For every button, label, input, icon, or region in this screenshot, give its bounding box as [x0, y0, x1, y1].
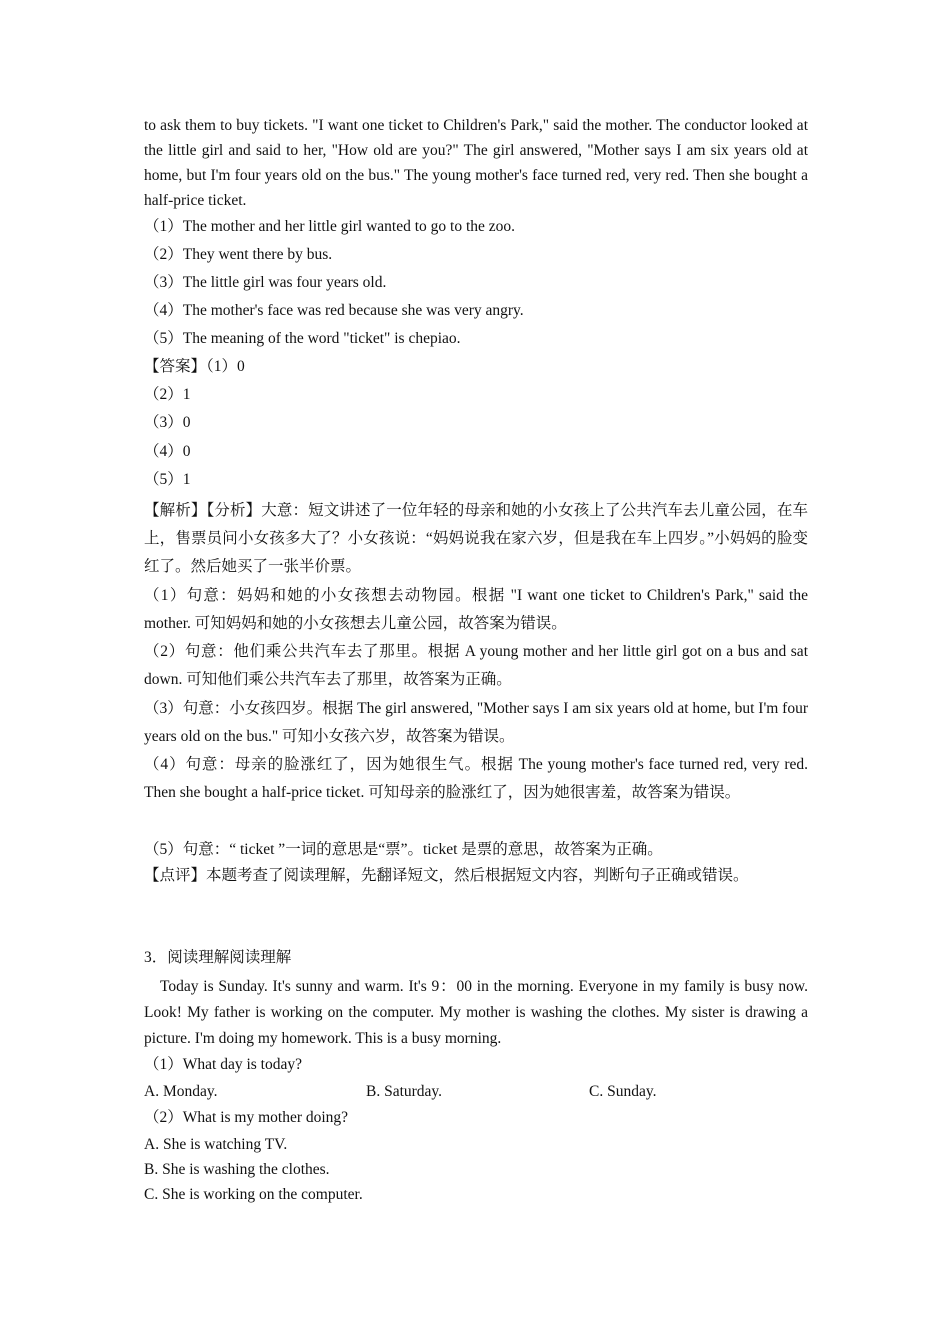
answer-2: （2）1: [144, 386, 191, 403]
answer-1: （1）0: [206, 358, 245, 375]
question-3-1: （1）What day is today?: [144, 1056, 302, 1073]
answer-label: 【答案】: [144, 358, 207, 375]
analysis-item-2: （2）句意：他们乘公共汽车去了那里。根据 A young mother and her little girl got on a bus and sat down. 可知他们乘公共汽车去了那里，故答案为正确。: [144, 643, 808, 688]
analysis-item-3: （3）句意：小女孩四岁。根据 The girl answered, "Mother says I am six years old at home, but I'm four years old on the bus." 可知小女孩六岁，故答案为错误。: [144, 700, 808, 745]
question-3-passage: Today is Sunday. It's sunny and warm. It's 9：00 in the morning. Everyone in my family is busy now. Look! My father is working on the computer. My mother is washing the clothes. My sister is drawing a picture. I'm doing my homework. This is a busy morning.: [144, 978, 808, 1047]
q3-2-option-c: C. She is working on the computer.: [144, 1186, 363, 1203]
analysis-item-1: （1）句意：妈妈和她的小女孩想去动物园。根据 "I want one ticket to Children's Park," said the mother. 可知妈妈和她的小女孩想去儿童公园，故答案为错误。: [144, 587, 808, 632]
statement-4: （4）The mother's face was red because she was very angry.: [144, 302, 524, 319]
statement-1: （1）The mother and her little girl wanted to go to the zoo.: [144, 218, 516, 235]
comment: 【点评】本题考查了阅读理解，先翻译短文，然后根据短文内容，判断句子正确或错误。: [144, 867, 749, 884]
answer-4: （4）0: [144, 443, 191, 460]
q3-2-option-b: B. She is washing the clothes.: [144, 1161, 330, 1178]
statement-3: （3）The little girl was four years old.: [144, 274, 387, 291]
analysis-item-5: （5）句意：“ ticket ”一词的意思是“票”。ticket 是票的意思，故答案为正确。: [144, 841, 663, 858]
q3-1-option-b: B. Saturday.: [366, 1083, 443, 1100]
statement-5: （5）The meaning of the word "ticket" is chepiao.: [144, 330, 461, 347]
question-3-title: 3．阅读理解阅读理解: [144, 949, 292, 966]
answer-3: （3）0: [144, 414, 191, 431]
question-3-2: （2）What is my mother doing?: [144, 1109, 349, 1126]
answer-5: （5）1: [144, 471, 191, 488]
story-paragraph: to ask them to buy tickets. "I want one ticket to Children's Park," said the mother. The conductor looked at the little girl and said to her, "How old are you?" The girl answered, "Mother says I am six years old at home, but I'm four years old on the bus." The young mother's face turned red, very red. Then she bought a half-price ticket.: [144, 117, 808, 209]
q3-1-option-a: A. Monday.: [144, 1083, 218, 1100]
analysis-item-4: （4）句意：母亲的脸涨红了，因为她很生气。根据 The young mother's face turned red, very red. Then she bought a half-price ticket. 可知母亲的脸涨红了，因为她很害羞，故答案为错误。: [144, 756, 808, 801]
q3-2-option-a: A. She is watching TV.: [144, 1136, 288, 1153]
answer-line: [144, 356, 814, 378]
analysis-intro: 【解析】【分析】大意：短文讲述了一位年轻的母亲和她的小女孩上了公共汽车去儿童公园，在车上，售票员问小女孩多大了？小女孩说：“妈妈说我在家六岁，但是我在车上四岁。”小妈妈的脸变红了。然后她买了一张半价票。: [144, 502, 808, 575]
statement-2: （2）They went there by bus.: [144, 246, 333, 263]
q3-1-option-c: C. Sunday.: [589, 1083, 657, 1100]
